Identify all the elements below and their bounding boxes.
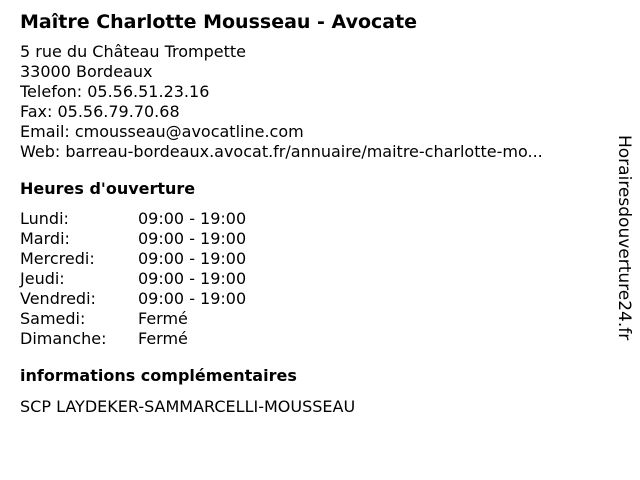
contact-block xyxy=(20,42,605,162)
hours-table xyxy=(20,209,605,349)
day-hours: 09:00 - 19:00 xyxy=(138,249,247,268)
web-line[interactable]: Web: barreau-bordeaux.avocat.fr/annuaire/maitre-charlotte-mo... xyxy=(20,142,543,161)
day-hours: 09:00 - 19:00 xyxy=(138,209,247,228)
day-label: Samedi: xyxy=(20,309,86,328)
day-hours: 09:00 - 19:00 xyxy=(138,289,247,308)
hours-row-tuesday xyxy=(20,229,605,249)
hours-row-sunday xyxy=(20,329,605,349)
hours-row-saturday xyxy=(20,309,605,329)
phone-line[interactable]: Telefon: 05.56.51.23.16 xyxy=(20,82,210,101)
day-label: Mardi: xyxy=(20,229,70,248)
day-label: Jeudi: xyxy=(20,269,65,288)
email-line[interactable]: Email: cmousseau@avocatline.com xyxy=(20,122,304,141)
hours-heading: Heures d'ouverture xyxy=(20,179,196,198)
day-label: Mercredi: xyxy=(20,249,95,268)
day-label: Lundi: xyxy=(20,209,69,228)
hours-row-friday xyxy=(20,289,605,309)
day-label: Dimanche: xyxy=(20,329,107,348)
fax-line: Fax: 05.56.79.70.68 xyxy=(20,102,180,121)
hours-row-thursday xyxy=(20,269,605,289)
address-line-1: 5 rue du Château Trompette xyxy=(20,42,246,61)
day-hours: 09:00 - 19:00 xyxy=(138,229,247,248)
page-title: Maître Charlotte Mousseau - Avocate xyxy=(20,11,418,33)
info-heading: informations complémentaires xyxy=(20,366,297,385)
info-text: SCP LAYDEKER-SAMMARCELLI-MOUSSEAU xyxy=(20,397,356,416)
day-hours: Fermé xyxy=(138,329,188,348)
business-card xyxy=(20,10,605,417)
site-watermark-label: Horairesdouverture24.fr xyxy=(614,135,634,341)
day-hours: Fermé xyxy=(138,309,188,328)
address-line-2: 33000 Bordeaux xyxy=(20,62,153,81)
day-hours: 09:00 - 19:00 xyxy=(138,269,247,288)
hours-row-wednesday xyxy=(20,249,605,269)
day-label: Vendredi: xyxy=(20,289,96,308)
hours-row-monday xyxy=(20,209,605,229)
